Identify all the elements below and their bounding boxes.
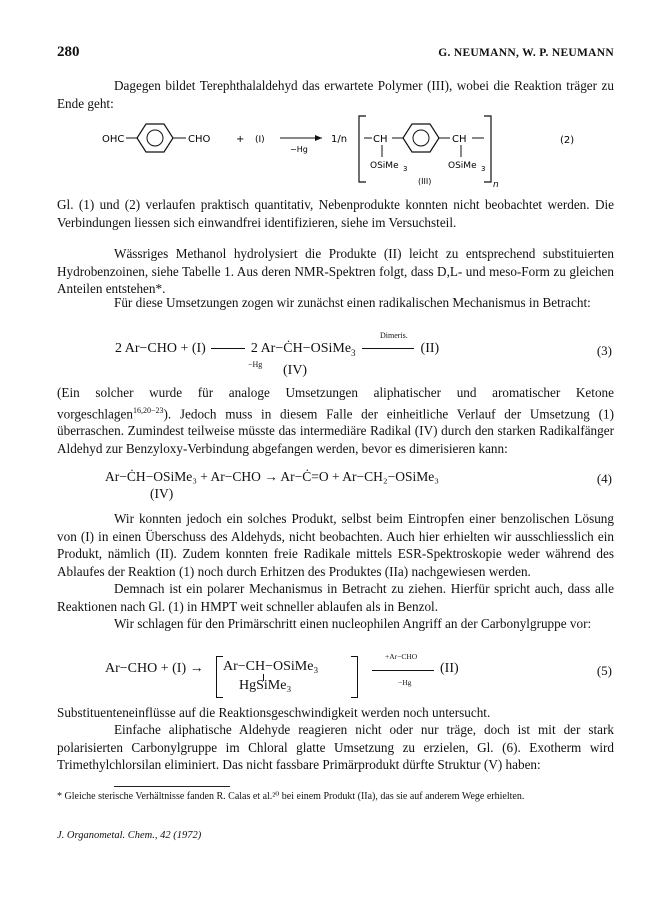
svg-text:3: 3 <box>403 165 408 173</box>
eq5-below-arrow: −Hg <box>398 678 412 687</box>
minus-hg-label: −Hg <box>290 145 308 154</box>
footnote-rule <box>114 786 230 787</box>
plus-sign: + <box>236 134 245 145</box>
equation-4: Ar−ĊH−OSiMe₃ + Ar−CHO → Ar−Ċ=O + Ar−CH₂−OSiMe₃ <box>105 469 439 484</box>
eq5-product: (II) <box>440 661 459 676</box>
eq-number-2: (2) <box>560 135 575 146</box>
reagent-label: (I) <box>255 135 265 145</box>
cho-label: CHO <box>188 134 211 145</box>
reaction-scheme-2 <box>100 112 614 190</box>
footnote: * Gleiche sterische Verhältnisse fanden R. Calas et al.²⁰ bei einem Produkt (IIa), das sie auf anderem Wege erhielten. <box>57 791 525 802</box>
paragraph-1: Dagegen bildet Terephthalaldehyd das erwartete Polymer (III), wobei die Reaktion träger zu Ende geht: <box>57 78 614 111</box>
paragraph-7: Demnach ist ein polarer Mechanismus in Betracht zu ziehen. Hierfür spricht auch, dass alle Reaktionen nach Gl. (1) in HMPT weit schneller ablaufen als in Benzol. <box>57 581 614 614</box>
paragraph-9: Substituenteneinflüsse auf die Reaktionsgeschwindigkeit werden noch untersucht. <box>57 705 491 720</box>
eq5-top: Ar−CH−OSiMe₃ <box>223 659 319 674</box>
paragraph-5: (Ein solcher wurde für analoge Umsetzungen aliphatischer und aromatischer Ketone vorgeschlagen$^{16,20-23}$). Jedoch muss in diesem Falle der einheitliche Verlauf der Umsetzung (1) überraschen. Zumindest teilweise müsste das intermediäre Radikal (IV) durch den starken Radikalfänger Aldehyd zur Benzyloxy-Verbindung abgefangen werden, bevor es dimerisieren kann: <box>57 385 614 456</box>
paragraph-10: Einfache aliphatische Aldehyde reagieren nicht oder nur träge, doch ist mit der stark polarisierten Carbonylgruppe im Chloral glatte Umsetzung zu erzielen, Gl. (6). Exotherm wird Trimethylchlorsilan eliminiert. Das nicht fassbare Primärprodukt dürfte Struktur (V) haben: <box>57 722 614 772</box>
eq-number-5: (5) <box>596 663 612 678</box>
eq3-dimeris: Dimeris. <box>380 331 408 340</box>
eq5-bottom: HgSiMe₃ <box>239 678 292 693</box>
eq5-bracket <box>216 656 358 698</box>
ch-right-label: CH <box>452 134 467 145</box>
journal-citation: J. Organometal. Chem., 42 (1972) <box>57 830 202 841</box>
paragraph-6: Wir konnten jedoch ein solches Produkt, selbst beim Eintropfen einer benzolischen Lösung von (I) in einen Überschuss des Aldehyds, nicht beobachten. Auch hier erhielten wir ausschliesslich ein Produkt, nämlich (II). Zudem konnten freie Radikale mittels ESR-Spektroskopie weder während des Ablaufes der Reaktion (1) noch durch Erhitzen des Produktes (IIa) nachgewiesen werden. <box>57 511 614 579</box>
eq3-label-iv: (IV) <box>283 363 308 378</box>
equation-3: 2 Ar−CHO + (I) 2 Ar−ĊH−OSiMe$_3$ (II) <box>115 341 440 358</box>
paragraph-3: Wässriges Methanol hydrolysiert die Produkte (II) leicht zu entsprechend substituierten Hydrobenzoinen, siehe Tabelle 1. Aus deren NMR-Spektren folgt, dass D,L- und meso-Form zu gleichen Anteilen entstehen*. <box>57 246 614 296</box>
page-number: 280 <box>57 44 80 60</box>
eq-number-4: (4) <box>596 471 612 486</box>
paragraph-8: Wir schlagen für den Primärschritt einen nucleophilen Angriff an der Carbonylgruppe vor: <box>114 616 592 631</box>
paragraph-2: Gl. (1) und (2) verlaufen praktisch quantitativ, Nebenprodukte konnten nicht beobachtet werden. Die Verbindungen liessen sich einwandfrei identifizieren, siehe im Versuchsteil. <box>57 197 614 230</box>
running-header-authors: G. NEUMANN, W. P. NEUMANN <box>438 47 614 59</box>
benzene-ring-2 <box>403 124 439 152</box>
eq3-minus-hg: −Hg <box>248 360 263 369</box>
n-subscript: n <box>493 180 499 190</box>
svg-text:3: 3 <box>481 165 486 173</box>
paragraph-4: Für diese Umsetzungen zogen wir zunächst einen radikalischen Mechanismus in Betracht: <box>114 295 591 310</box>
benzene-ring-1 <box>137 124 173 152</box>
osime3-right-label: OSiMe <box>448 161 477 171</box>
polymer-label: (III) <box>418 177 432 186</box>
equation-5-left: Ar−CHO + (I) → <box>105 661 204 676</box>
ch-left-label: CH <box>373 134 388 145</box>
one-over-n-label: 1/n <box>331 134 348 145</box>
eq5-arrow <box>372 670 434 671</box>
eq-number-3: (3) <box>596 343 612 358</box>
eq5-above-arrow: +Ar−CHO <box>385 652 418 661</box>
osime3-left-label: OSiMe <box>370 161 399 171</box>
ohc-label: OHC <box>102 134 125 145</box>
eq4-label-iv: (IV) <box>150 486 174 501</box>
